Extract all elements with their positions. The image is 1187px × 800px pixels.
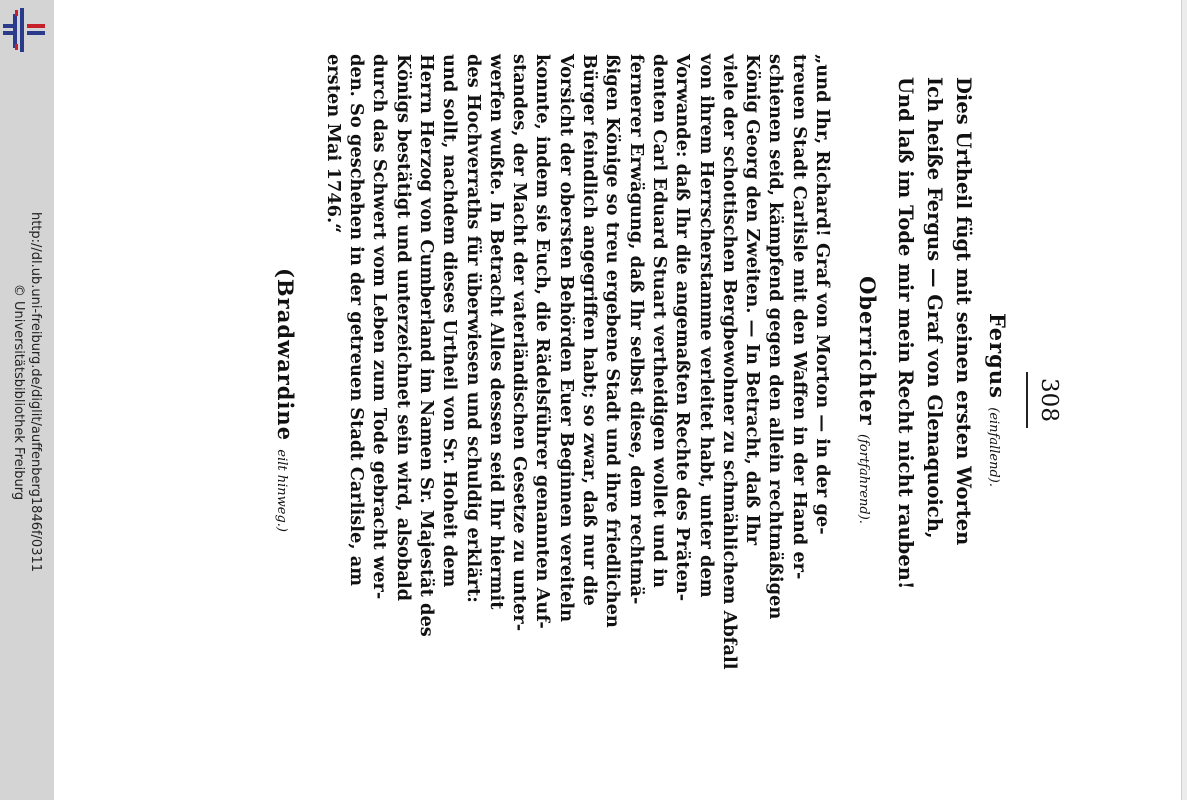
speaker-name: (Bradwardine: [273, 267, 298, 442]
verse-line: Dies Urtheil fügt mit seinen ersten Worten: [952, 77, 975, 546]
prose-line: werfen wußte. In Betracht Alles dessen seid Ihr hiermit: [485, 54, 507, 610]
page-number-rule: [1026, 372, 1028, 428]
prose-line: von ihrem Herrscherstamme verleitet habt, unter dem: [695, 54, 717, 598]
speaker-bradwardine: [273, 20, 298, 780]
prose-line: treuen Stadt Carlisle mit den Waffen in der Hand er-: [788, 54, 810, 580]
copyright-notice: © Universitätsbibliothek Freiburg: [11, 283, 26, 501]
page-number: 308: [1036, 378, 1062, 422]
prose-line: denten Carl Eduard Stuart vertheidigen wollet und in: [648, 54, 670, 588]
book-page: [162, 20, 1062, 780]
prose-line: standes, der Macht der vaterländischen Gesetze zu unter-: [509, 54, 531, 632]
prose-line: Königs bestätigt und unterzeichnet sein wird, alsobald: [392, 54, 414, 602]
prose-line: ßigen Könige so treu ergebene Stadt und ihre friedlichen: [602, 54, 624, 628]
prose-block: [321, 54, 834, 670]
prose-line: den. So geschehen in der getreuen Stadt Carlisle, am: [346, 54, 368, 587]
verse-block: [891, 77, 978, 589]
prose-line: durch das Schwert vom Leben zum Tode gebracht wer-: [369, 54, 391, 600]
speaker-name: Fergus: [985, 312, 1010, 399]
prose-line: ersten Mai 1746.“: [322, 54, 344, 234]
stage-direction: eilt hinweg.): [274, 449, 289, 533]
prose-line: Vorsicht der obersten Behörden Euer Beginnen vereiteln: [555, 54, 577, 623]
prose-line: des Hochverraths für überwiesen und schuldig erklärt:: [462, 54, 484, 603]
prose-line: konnte, indem sie Euch, die Rädelsführer genannten Auf-: [532, 54, 554, 629]
sidebar: [0, 0, 54, 800]
sidebar-caption: [10, 0, 44, 792]
speaker-name: Oberrichter: [855, 276, 880, 426]
verse-line: Ich heiße Fergus — Graf von Glenaquoich,: [923, 77, 946, 539]
verse-line: Und laß im Tode mir mein Recht nicht rauben!: [894, 77, 917, 590]
speaker-oberrichter: [855, 20, 880, 780]
prose-line: Vorwande: daß Ihr die angemaßten Rechte des Präten-: [672, 54, 694, 602]
speaker-fergus: [985, 20, 1010, 780]
prose-line: viele der schottischen Bergbewohner zu schmählichem Abfall: [718, 54, 740, 670]
prose-line: schienen seid, kämpfend gegen den allein rechtmäßigen: [765, 54, 787, 620]
scrollbar[interactable]: [1181, 0, 1187, 800]
prose-line: Bürger feindlich angegriffen habt; so zwar, daß nur die: [579, 54, 601, 606]
prose-line: König Georg den Zweiten. — In Betracht, daß Ihr: [742, 54, 764, 546]
prose-line: fernerer Erwägung, daß Ihr selbst diese, dem rechtmä-: [625, 54, 647, 605]
prose-line: und sollt, nachdem dieses Urtheil von Sr. Hoheit dem: [439, 54, 461, 588]
source-url[interactable]: http://dl.ub.uni-freiburg.de/diglit/auffenberg1846f/0311: [28, 211, 43, 573]
prose-line: „und Ihr, Richard! Graf von Morton — in der ge-: [812, 54, 833, 535]
stage-direction: (fortfahrend).: [856, 434, 871, 524]
stage-direction: (einfallend).: [986, 407, 1001, 488]
prose-line: Herrn Herzog von Cumberland im Namen Sr. Majestät des: [415, 54, 437, 637]
